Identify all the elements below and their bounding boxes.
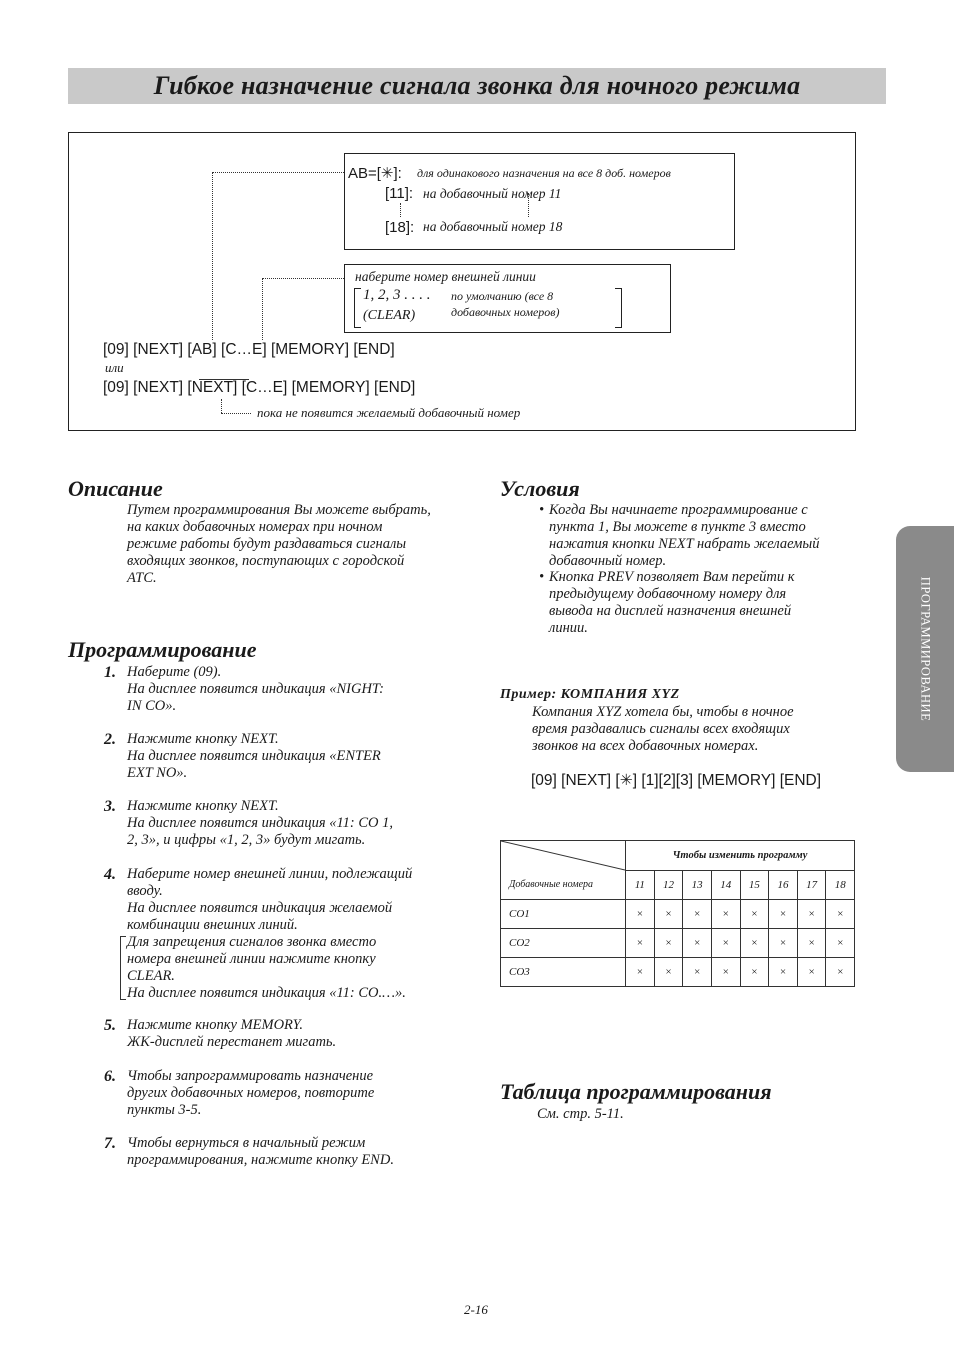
step-number: 5. (104, 1017, 116, 1034)
connector-ce-h (262, 278, 344, 279)
row-label: CO1 (501, 900, 626, 929)
table-cell: × (797, 929, 826, 958)
column-header: 13 (683, 870, 712, 900)
step-line: На дисплее появится индикация «11: CO.…». (127, 985, 406, 1001)
table-cell: × (826, 900, 855, 929)
programming-diagram (68, 132, 856, 431)
corner-cell (501, 841, 626, 900)
description-text (127, 502, 431, 587)
column-header: 16 (769, 870, 798, 900)
step-line: вводу. (127, 883, 163, 899)
condition-1 (539, 502, 820, 570)
table-cell: × (711, 900, 740, 929)
step-6 (104, 1068, 375, 1119)
table-cell: × (740, 958, 769, 987)
step-number: 1. (104, 664, 116, 681)
table-cell: × (654, 929, 683, 958)
connector-ab-v (212, 172, 213, 340)
table-cell: × (769, 958, 798, 987)
page-title: Гибкое назначение сигнала звонка для ночного режима (153, 71, 801, 100)
ext11-note: на добавочный номер 11 (423, 186, 562, 201)
diagonal-line (501, 841, 625, 899)
line-values: 1, 2, 3 . . . . (363, 287, 431, 303)
prog-table-heading: Таблица программирования (500, 1079, 772, 1104)
step-number: 7. (104, 1135, 116, 1152)
condition-line: пункта 1, Вы можете в пункте 3 вместо (549, 519, 806, 535)
step-line: номера внешней линии нажмите кнопку (127, 951, 376, 967)
step-line: пункты 3-5. (127, 1102, 202, 1118)
table-cell: × (826, 958, 855, 987)
condition-line: Кнопка PREV позволяет Вам перейти к (549, 569, 795, 585)
step-1 (104, 664, 385, 715)
step-number: 4. (104, 866, 116, 883)
step-line: комбинации внешних линий. (127, 917, 298, 933)
step-line: Наберите номер внешней линии, подлежащий (127, 866, 413, 882)
step-line: других добавочных номеров, повторите (127, 1085, 375, 1101)
connector-ab-h (212, 172, 344, 173)
condition-line: нажатия кнопки NEXT набрать желаемый (549, 536, 820, 552)
step-2 (104, 731, 381, 782)
step-line: Для запрещения сигналов звонка вместо (127, 934, 377, 950)
ellipsis-right (528, 193, 529, 217)
table-cell: × (797, 958, 826, 987)
step-line: Нажмите кнопку NEXT. (127, 798, 279, 814)
example-sequence: [09] [NEXT] [✳] [1][2][3] [MEMORY] [END] (531, 772, 822, 789)
step-line: ЖК-дисплей перестанет мигать. (127, 1034, 337, 1050)
step-7 (104, 1135, 394, 1169)
row-label: CO3 (501, 958, 626, 987)
condition-line: Когда Вы начинаете программирование с (549, 502, 808, 518)
table-row (501, 958, 855, 987)
repeat-connector-v (221, 399, 222, 413)
column-header: 18 (826, 870, 855, 900)
programming-heading: Программирование (68, 637, 257, 662)
table-cell: × (654, 958, 683, 987)
step-line: Чтобы запрограммировать назначение (127, 1068, 374, 1084)
ellipsis-left (400, 203, 401, 217)
table-cell: × (626, 900, 655, 929)
table-cell: × (740, 929, 769, 958)
step-line: Наберите (09). (127, 664, 222, 680)
table-cell: × (683, 958, 712, 987)
table-cell: × (654, 900, 683, 929)
connector-ce-v (262, 278, 263, 340)
ext11-label: [11]: (385, 185, 414, 202)
step-line: На дисплее появится индикация «11: CO 1, (127, 815, 393, 831)
row-label: CO2 (501, 929, 626, 958)
table-cell: × (769, 900, 798, 929)
example-line: время раздавались сигналы всех входящих (532, 721, 790, 737)
condition-line: вывода на дисплей назначения внешней (549, 603, 792, 619)
step-5 (104, 1017, 337, 1051)
step-line: Нажмите кнопку NEXT. (127, 731, 279, 747)
step-4 (104, 866, 413, 1002)
or-label: или (105, 360, 124, 375)
condition-line: добавочный номер. (549, 553, 667, 569)
repeat-connector-h (221, 413, 251, 414)
side-tab-label: ПРОГРАММИРОВАНИЕ (918, 576, 933, 722)
condition-2 (539, 569, 795, 637)
step-number: 6. (104, 1068, 116, 1085)
table-cell: × (797, 900, 826, 929)
table-row (501, 929, 855, 958)
example-text (532, 704, 794, 755)
repeat-note: пока не появится желаемый добавочный номер (257, 405, 521, 420)
step-line: 2, 3», и цифры «1, 2, 3» будут мигать. (127, 832, 366, 848)
condition-line: предыдущему добавочному номеру для (549, 586, 787, 602)
description-line: режиме работы будут раздаваться сигналы (127, 536, 407, 552)
title-bar (68, 68, 886, 104)
step-line: На дисплее появится индикация «ENTER (127, 748, 381, 764)
table-cell: × (626, 929, 655, 958)
bullet-icon: • (539, 569, 545, 585)
page-number: 2-16 (464, 1302, 488, 1317)
next-overline (199, 379, 249, 398)
table-row (501, 900, 855, 929)
step-line: Чтобы вернуться в начальный режим (127, 1135, 366, 1151)
line-default: по умолчанию (все 8 (451, 289, 554, 303)
right-bracket (615, 288, 622, 328)
description-line: АТС. (127, 570, 157, 586)
side-tab (896, 526, 954, 772)
table-cell: × (683, 929, 712, 958)
table-cell: × (683, 900, 712, 929)
condition-line: линии. (549, 620, 588, 636)
column-group-header: Чтобы изменить программу (626, 841, 855, 871)
row-header: Добавочные номера (509, 879, 594, 890)
example-heading: Пример: КОМПАНИЯ XYZ (500, 687, 680, 702)
ext18-note: на добавочный номер 18 (423, 219, 563, 234)
description-line: входящих звонков, поступающих с городской (127, 553, 405, 569)
step-line: На дисплее появится индикация желаемой (127, 900, 393, 916)
step-3 (104, 798, 393, 849)
bullet-icon: • (539, 502, 545, 518)
prog-table-ref: См. стр. 5-11. (537, 1106, 624, 1122)
step-line: На дисплее появится индикация «NIGHT: (127, 681, 385, 697)
clear-bracket (120, 936, 126, 1000)
table-cell: × (740, 900, 769, 929)
table-cell: × (826, 929, 855, 958)
description-line: на каких добавочных номерах при ночном (127, 519, 383, 535)
column-header: 15 (740, 870, 769, 900)
key-sequence-2: [09] [NEXT] [NEXT] [C…E] [MEMORY] [END] (103, 379, 416, 396)
line-default2: добавочных номеров) (451, 305, 560, 319)
table-cell: × (769, 929, 798, 958)
column-header: 17 (797, 870, 826, 900)
step-line: EXT NO». (127, 765, 188, 781)
conditions-heading: Условия (500, 476, 580, 501)
step-line: CLEAR. (127, 968, 175, 984)
table-cell: × (711, 958, 740, 987)
table-cell: × (626, 958, 655, 987)
line-note-title: наберите номер внешней линии (355, 269, 536, 284)
ext18-label: [18]: (385, 219, 415, 236)
step-number: 2. (104, 731, 116, 748)
column-header: 12 (654, 870, 683, 900)
programming-grid (500, 840, 855, 987)
step-number: 3. (104, 798, 116, 815)
example-line: Компания XYZ хотела бы, чтобы в ночное (532, 704, 794, 720)
description-heading: Описание (68, 476, 163, 501)
column-header: 11 (626, 870, 655, 900)
key-sequence-1: [09] [NEXT] [AB] [C…E] [MEMORY] [END] (103, 341, 395, 358)
example-line: звонков на всех добавочных номерах. (532, 738, 759, 754)
step-line: программирования, нажмите кнопку END. (127, 1152, 394, 1168)
line-clear: (CLEAR) (363, 308, 416, 323)
ab-note: для одинакового назначения на все 8 доб. номеров (417, 166, 671, 180)
step-line: IN CO». (127, 698, 177, 714)
step-line: Нажмите кнопку MEMORY. (127, 1017, 304, 1033)
table-cell: × (711, 929, 740, 958)
ab-label: AB=[✳]: (348, 165, 402, 182)
description-line: Путем программирования Вы можете выбрать, (127, 502, 431, 518)
left-bracket (354, 288, 361, 328)
column-header: 14 (711, 870, 740, 900)
